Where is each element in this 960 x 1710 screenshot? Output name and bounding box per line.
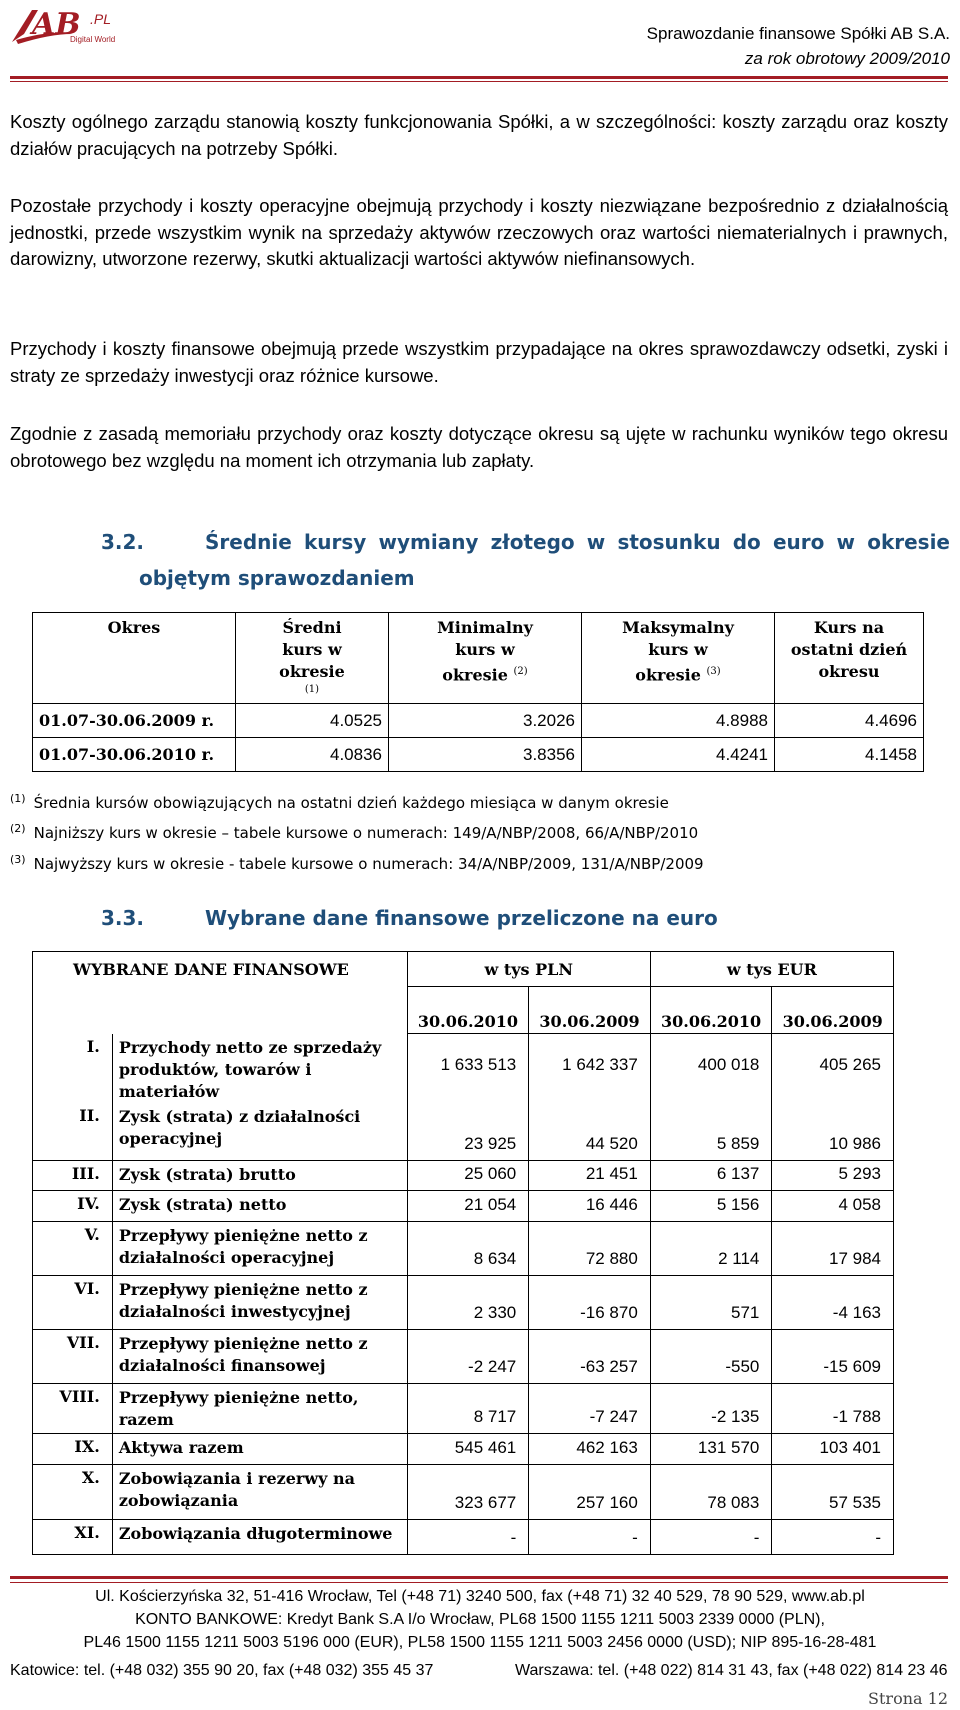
paragraph-admin-costs: Koszty ogólnego zarządu stanowią koszty funkcjonowania Spółki, a w szczególności: koszty zarządu oraz koszty działów pracujących na potrzeby Spółki. bbox=[10, 111, 948, 159]
col-max: Maksymalny kurs w okresie $^{(3)}$ bbox=[582, 613, 775, 704]
exchange-rates-table bbox=[32, 612, 924, 772]
table-row: 01.07-30.06.2010 r. 4.0836 3.8356 4.4241 4.1458 bbox=[33, 738, 924, 772]
fin-col-pln: w tys PLN bbox=[407, 952, 650, 987]
page-number: Strona 12 bbox=[868, 1689, 948, 1708]
table-row: X. Zobowiązania i rezerwy na zobowiązania 323 677 257 160 78 083 57 535 bbox=[33, 1465, 894, 1520]
paragraph-financial: Przychody i koszty finansowe obejmują przede wszystkim przypadające na okres sprawozdawczy odsetki, zyski i straty ze sprzedaży inwestycji oraz różnice kursowe. bbox=[10, 338, 948, 386]
header-rule-thin bbox=[10, 81, 948, 82]
footnote-1: $^{(1)}$ Średnia kursów obowiązujących na ostatni dzień każdego miesiąca w danym okresie bbox=[10, 792, 669, 812]
footer-address: Ul. Kościerzyńska 32, 51-416 Wrocław, Tel (+48 71) 3240 500, fax (+48 71) 32 40 529, 78 90 529, www.ab.pl bbox=[95, 1588, 865, 1605]
col-min: Minimalny kurs w okresie $^{(2)}$ bbox=[389, 613, 582, 704]
logo-text: AB bbox=[32, 7, 81, 42]
section-32-title-line1: Średnie kursy wymiany złotego w stosunku do euro w okresie bbox=[205, 530, 950, 554]
footer-rule bbox=[10, 1576, 948, 1579]
table-row: VIII. Przepływy pieniężne netto, razem 8 717 -7 247 -2 135 -1 788 bbox=[33, 1384, 894, 1434]
table-row: VI. Przepływy pieniężne netto z działalności inwestycyjnej 2 330 -16 870 571 -4 163 bbox=[33, 1276, 894, 1330]
logo-tagline: Digital World bbox=[70, 35, 116, 44]
header-rule bbox=[10, 76, 948, 79]
table-row: 01.07-30.06.2009 r. 4.0525 3.2026 4.8988 4.4696 bbox=[33, 704, 924, 738]
table-row: III. Zysk (strata) brutto 25 060 21 451 6 137 5 293 bbox=[33, 1161, 894, 1191]
footer-warszawa: Warszawa: tel. (+48 022) 814 31 43, fax (+48 022) 814 23 46 bbox=[515, 1662, 948, 1679]
paragraph-accrual: Zgodnie z zasadą memoriału przychody oraz koszty dotyczące okresu są ujęte w rachunku wyników tego okresu obrotowego bez względu na moment ich otrzymania lub zapłaty. bbox=[10, 423, 948, 471]
table-header-row bbox=[33, 613, 924, 704]
table-row: IV. Zysk (strata) netto 21 054 16 446 5 156 4 058 bbox=[33, 1191, 894, 1222]
paragraph-operating: Pozostałe przychody i koszty operacyjne obejmują przychody i koszty niezwiązane bezpośrednio z działalnością jednostki, przede wszystkim wynik na sprzedaży aktywów rzeczowych oraz wartości niematerialnych i prawnych, darowizny, utworzone rezerwy, skutki aktualizacji wartości aktywów niefinansowych. bbox=[10, 195, 948, 269]
col-last-day: Kurs na ostatni dzień okresu bbox=[775, 613, 924, 704]
table-row: II. Zysk (strata) z działalności operacyjnej 23 925 44 520 5 859 10 986 bbox=[33, 1103, 894, 1161]
footnote-3: $^{(3)}$ Najwyższy kurs w okresie - tabele kursowe o numerach: 34/A/NBP/2009, 131/A/NBP/2009 bbox=[10, 853, 704, 873]
section-33-number: 3.3. bbox=[101, 906, 145, 930]
footnote-2: $^{(2)}$ Najniższy kurs w okresie – tabele kursowe o numerach: 149/A/NBP/2008, 66/A/NBP/2010 bbox=[10, 822, 699, 842]
fin-dates-row: 30.06.2010 30.06.2009 30.06.2010 30.06.2009 bbox=[33, 987, 894, 1034]
table-row: XI. Zobowiązania długoterminowe - - - - bbox=[33, 1520, 894, 1555]
footer-katowice: Katowice: tel. (+48 032) 355 90 20, fax (+48 032) 355 45 37 bbox=[10, 1662, 434, 1679]
fin-table-title: WYBRANE DANE FINANSOWE bbox=[33, 952, 408, 987]
col-period: Okres bbox=[33, 613, 236, 704]
table-row: V. Przepływy pieniężne netto z działalności operacyjnej 8 634 72 880 2 114 17 984 bbox=[33, 1222, 894, 1276]
section-32-number: 3.2. bbox=[101, 530, 145, 554]
footer-bank-line1: KONTO BANKOWE: Kredyt Bank S.A I/o Wrocław, PL68 1500 1155 1211 5003 2339 0000 (PLN), bbox=[135, 1611, 825, 1628]
table-row: IX. Aktywa razem 545 461 462 163 131 570 103 401 bbox=[33, 1434, 894, 1465]
section-32-title-line2: objętym sprawozdaniem bbox=[139, 566, 415, 590]
footer-rule-thin bbox=[10, 1582, 948, 1583]
report-title: Sprawozdanie finansowe Spółki AB S.A. bbox=[646, 24, 950, 43]
ab-logo bbox=[10, 4, 130, 48]
footer-bank-line2: PL46 1500 1155 1211 5003 5196 000 (EUR), PL58 1500 1155 1211 5003 2456 0000 (USD); NIP 895-16-28-481 bbox=[83, 1634, 877, 1651]
col-average: Średni kurs w okresie (1) bbox=[236, 613, 389, 704]
table-row: VII. Przepływy pieniężne netto z działalności finansowej -2 247 -63 257 -550 -15 609 bbox=[33, 1330, 894, 1384]
logo-suffix: .PL bbox=[90, 11, 112, 27]
financial-data-table bbox=[32, 951, 894, 1555]
section-33-title: Wybrane dane finansowe przeliczone na euro bbox=[205, 906, 718, 930]
table-row: I. Przychody netto ze sprzedaży produktów, towarów i materiałów 1 633 513 1 642 337 400 018 405 265 bbox=[33, 1034, 894, 1103]
report-subtitle: za rok obrotowy 2009/2010 bbox=[744, 49, 950, 68]
fin-header-row bbox=[33, 952, 894, 987]
fin-col-eur: w tys EUR bbox=[650, 952, 893, 987]
